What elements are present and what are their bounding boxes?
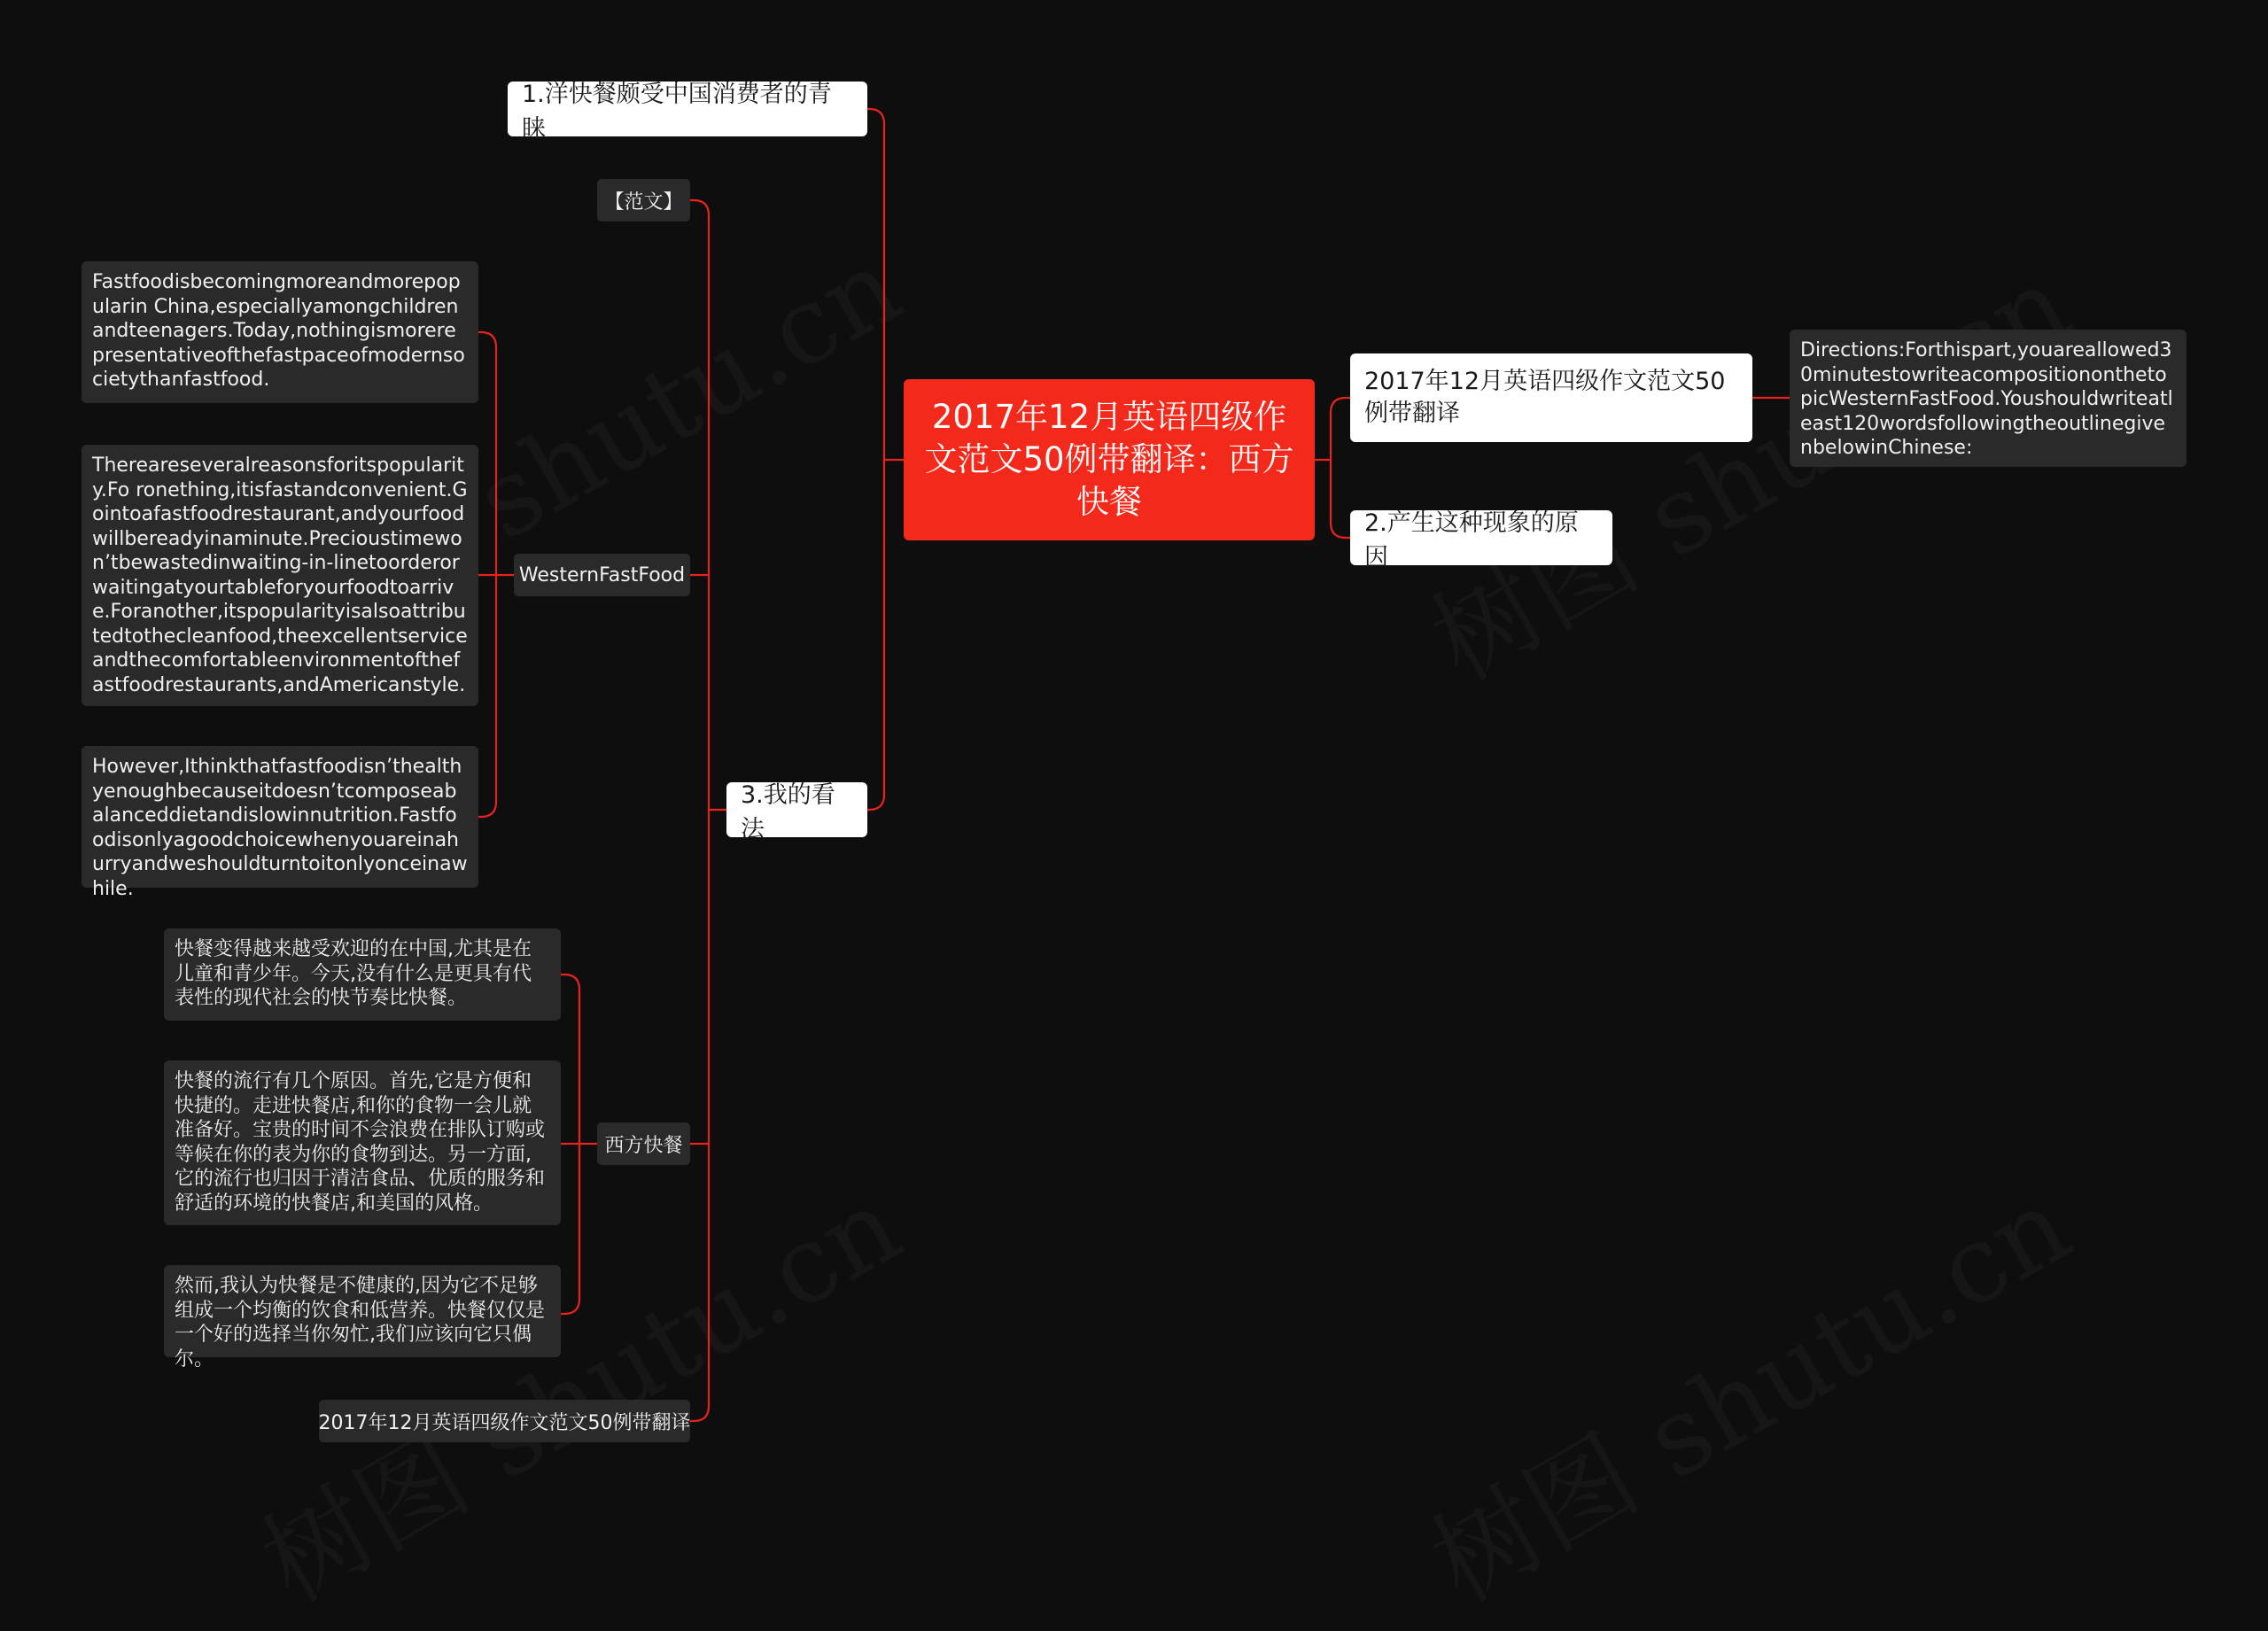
node-western-fast-food[interactable]	[514, 554, 690, 596]
chinese-paragraph-2[interactable]	[164, 1060, 561, 1225]
node-fanwen[interactable]	[597, 179, 690, 221]
english-paragraph-3[interactable]	[82, 746, 478, 900]
node-title-translation-label: 2017年12月英语四级作文范文50例带翻译	[1364, 368, 1726, 427]
english-paragraph-1[interactable]	[82, 261, 478, 403]
node-popular[interactable]	[508, 81, 867, 143]
node-my-view-label: 3.我的看法	[741, 781, 835, 843]
node-directions[interactable]	[1790, 330, 2186, 467]
node-popular-label: 1.洋快餐颇受中国消费者的青睐	[522, 81, 832, 143]
english-paragraph-2[interactable]	[82, 445, 478, 706]
chinese-paragraph-3-text: 然而,我认为快餐是不健康的,因为它不足够组成一个均衡的饮食和低营养。快餐仅仅是一个好的选择当你匆忙,我们应该向它只偶尔。	[175, 1275, 546, 1371]
node-my-view[interactable]	[726, 781, 867, 843]
node-reason-label: 2.产生这种现象的原因	[1364, 509, 1579, 571]
chinese-paragraph-2-text: 快餐的流行有几个原因。首先,它是方便和快捷的。走进快餐店,和你的食物一会儿就准备好。宝贵的时间不会浪费在排队订购或等候在你的表为你的食物到达。另一方面,它的流行也归因于清洁食品、优质的服务和舒适的环境的快餐店,和美国的风格。	[175, 1070, 546, 1215]
chinese-paragraph-1-text: 快餐变得越来越受欢迎的在中国,尤其是在儿童和青少年。今天,没有什么是更具有代表性的现代社会的快节奏比快餐。	[175, 938, 532, 1009]
directions-text: Directions:Forthispart,youareallowed30minutestowriteacompositiononthetopicWesternFastFood.Youshouldwriteatleast120wordsfollowingtheoutlinegivenbelowinChinese:	[1800, 339, 2173, 459]
node-footer-title[interactable]	[319, 1400, 690, 1442]
root-title: 2017年12月英语四级作文范文50例带翻译：西方快餐	[924, 398, 1294, 521]
english-paragraph-2-text: Thereareseveralreasonsforitspopularity.Fo ronething,itisfastandconvenient.Gointoafastfoodrestaurant,andyourfoodwillbereadyinaminute.Precioustimewon’tbewastedinwaiting-in-linetoorderorwaitingatyourtableforyourfoodtoarrive.Foranother,itspopularityisalsoattributedtothecleanfood,theexcellentserviceandthecomfortableenvironmentofthefastfoodrestaurants,andAmericanstyle.	[92, 454, 468, 696]
english-paragraph-3-text: However,Ithinkthatfastfoodisn’thealthyenoughbecauseitdoesn’tcomposeabalanceddietandislowinnutrition.Fastfoodisonlyagoodchoicewhenyouareinahurryandweshouldturntoitonlyonceinawhile.	[92, 756, 468, 900]
node-reason[interactable]	[1350, 509, 1612, 571]
node-fanwen-label: 【范文】	[604, 190, 683, 214]
chinese-paragraph-1[interactable]	[164, 928, 561, 1021]
node-footer-label: 2017年12月英语四级作文范文50例带翻译	[318, 1411, 691, 1434]
node-chinese-label: 西方快餐	[604, 1134, 683, 1157]
english-paragraph-1-text: Fastfoodisbecomingmoreandmorepopularin China,especiallyamongchildrenandteenagers.Today,nothingismorerepresentativeofthefastpaceofmodernsocietythanfastfood.	[92, 271, 465, 391]
node-title-translation[interactable]	[1350, 353, 1752, 442]
node-chinese-fast-food[interactable]	[597, 1122, 690, 1165]
root-node[interactable]	[904, 379, 1315, 540]
node-western-label: WesternFastFood	[518, 563, 686, 586]
chinese-paragraph-3[interactable]	[164, 1265, 561, 1371]
